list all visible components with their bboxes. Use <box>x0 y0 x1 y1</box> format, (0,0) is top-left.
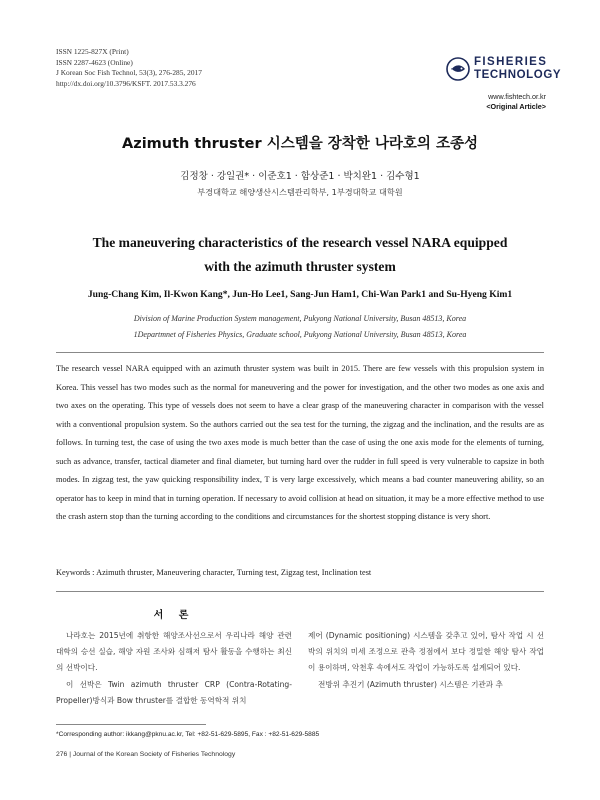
footnote-rule <box>56 724 206 725</box>
title-english-line-1: The maneuvering characteristics of the research vessel NARA equipped <box>92 235 508 250</box>
title-english <box>60 231 540 279</box>
paragraph: 전방위 추진기 (Azimuth thruster) 시스템은 기관과 추 <box>318 679 503 689</box>
paragraph: 이 선박은 Twin azimuth thruster CRP (Contra-Rotating-Propeller)방식과 Bow thruster를 결합한 동역학적 위치 <box>56 679 292 705</box>
issn-online: ISSN 2287-4623 (Online) <box>56 57 133 67</box>
doi-link[interactable]: http://dx.doi.org/10.3796/KSFT. 2017.53.3.276 <box>56 78 196 88</box>
journal-url[interactable]: www.fishtech.or.kr <box>488 92 546 101</box>
journal-header <box>56 47 202 89</box>
paragraph: 나라호는 2015년에 취항한 해양조사선으로서 우리나라 해양 관련 대학의 승선 실습, 해양 자원 조사와 심해저 탐사 활동을 수행하는 최신의 선박이다. <box>56 631 292 673</box>
abstract: The research vessel NARA equipped with an azimuth thruster system was built in 2015. There are few vessels with this propulsion system in Korea. This vessel has two modes such as the normal for maneuvering and the power for investigation, and the other two modes as one axis and two axes on the operating. This type of vessels does not seem to have a clear grasp of the maneuvering character in comparison with the vessel with a conventional propulsion system. So the authors carried out the sea test for the turning, the zigzag and the inclination, and the results are as follows. In turning test, the case of using the two axes mode is much better than the case of using the one axis mode for the elements of turning, such as advance, transfer, tactical diameter and final diameter, but turning hard over the rudder in full speed is very vulnerable to capsize in both modes. In zigzag test, the yaw quicking responsibility index, T is very large excessively, which means a bad counter maneuvering ability, so an operator has to keep in mind that in turning operation. If necessary to avoid collision at head on situation, it may be a more effective method to use the crash astern stop than the turning according to the conditions and circumstances for the shortest stopping distance is very short. <box>56 364 544 521</box>
fish-emblem-icon <box>446 57 470 81</box>
logo-line-1: FISHERIES <box>474 56 548 68</box>
authors-english: Jung-Chang Kim, Il-Kwon Kang*, Jun-Ho Lee1, Sang-Jun Ham1, Chi-Wan Park1 and Su-Hyeng Kim1 <box>87 289 513 300</box>
affiliation-korean: 부경대학교 해양생산시스템관리학부, 1부경대학교 대학원 <box>197 187 403 197</box>
keywords: Keywords : Azimuth thruster, Maneuvering character, Turning test, Zigzag test, Inclination test <box>56 568 372 577</box>
journal-logo <box>446 55 562 111</box>
logo-line-2: TECHNOLOGY <box>474 69 562 81</box>
section-heading-introduction: 서 론 <box>153 610 195 621</box>
body-right-column <box>308 628 544 693</box>
affiliation-english-2: 1Departmnet of Fisheries Physics, Graduate school, Pukyong National University, Busan 48513, Korea <box>133 329 467 339</box>
abstract-bottom-rule <box>56 591 544 592</box>
corresponding-author-footnote: *Corresponding author: ikkang@pknu.ac.kr, Tel: +82-51-629-5895, Fax : +82-51-629-5885 <box>56 731 320 738</box>
article-type: <Original Article> <box>486 102 546 111</box>
issn-print: ISSN 1225-827X (Print) <box>56 47 129 56</box>
title-korean: Azimuth thruster 시스템을 장착한 나라호의 조종성 <box>122 136 478 152</box>
body-left-column <box>56 628 292 709</box>
affiliation-english <box>0 311 600 342</box>
citation: J Korean Soc Fish Technol, 53(3), 276-285, 2017 <box>56 68 202 77</box>
abstract-top-rule <box>56 352 544 353</box>
paragraph: 제어 (Dynamic positioning) 시스템을 갖추고 있어, 탐사 작업 시 선박의 위치의 미세 조정으로 관측 정점에서 보다 정밀한 해양 탐사 작업이 용이하며, 악천후 속에서도 작업이 가능하도록 설계되어 있다. <box>308 631 544 673</box>
affiliation-english-1: Division of Marine Production System management, Pukyong National University, Busan 48513, Korea <box>133 314 467 323</box>
title-english-line-2: with the azimuth thruster system <box>204 259 396 274</box>
authors-korean: 김정창 · 강일권* · 이준호1 · 함상준1 · 박치완1 · 김수형1 <box>180 171 420 182</box>
page-footer: 276 | Journal of the Korean Society of Fisheries Technology <box>56 751 236 758</box>
